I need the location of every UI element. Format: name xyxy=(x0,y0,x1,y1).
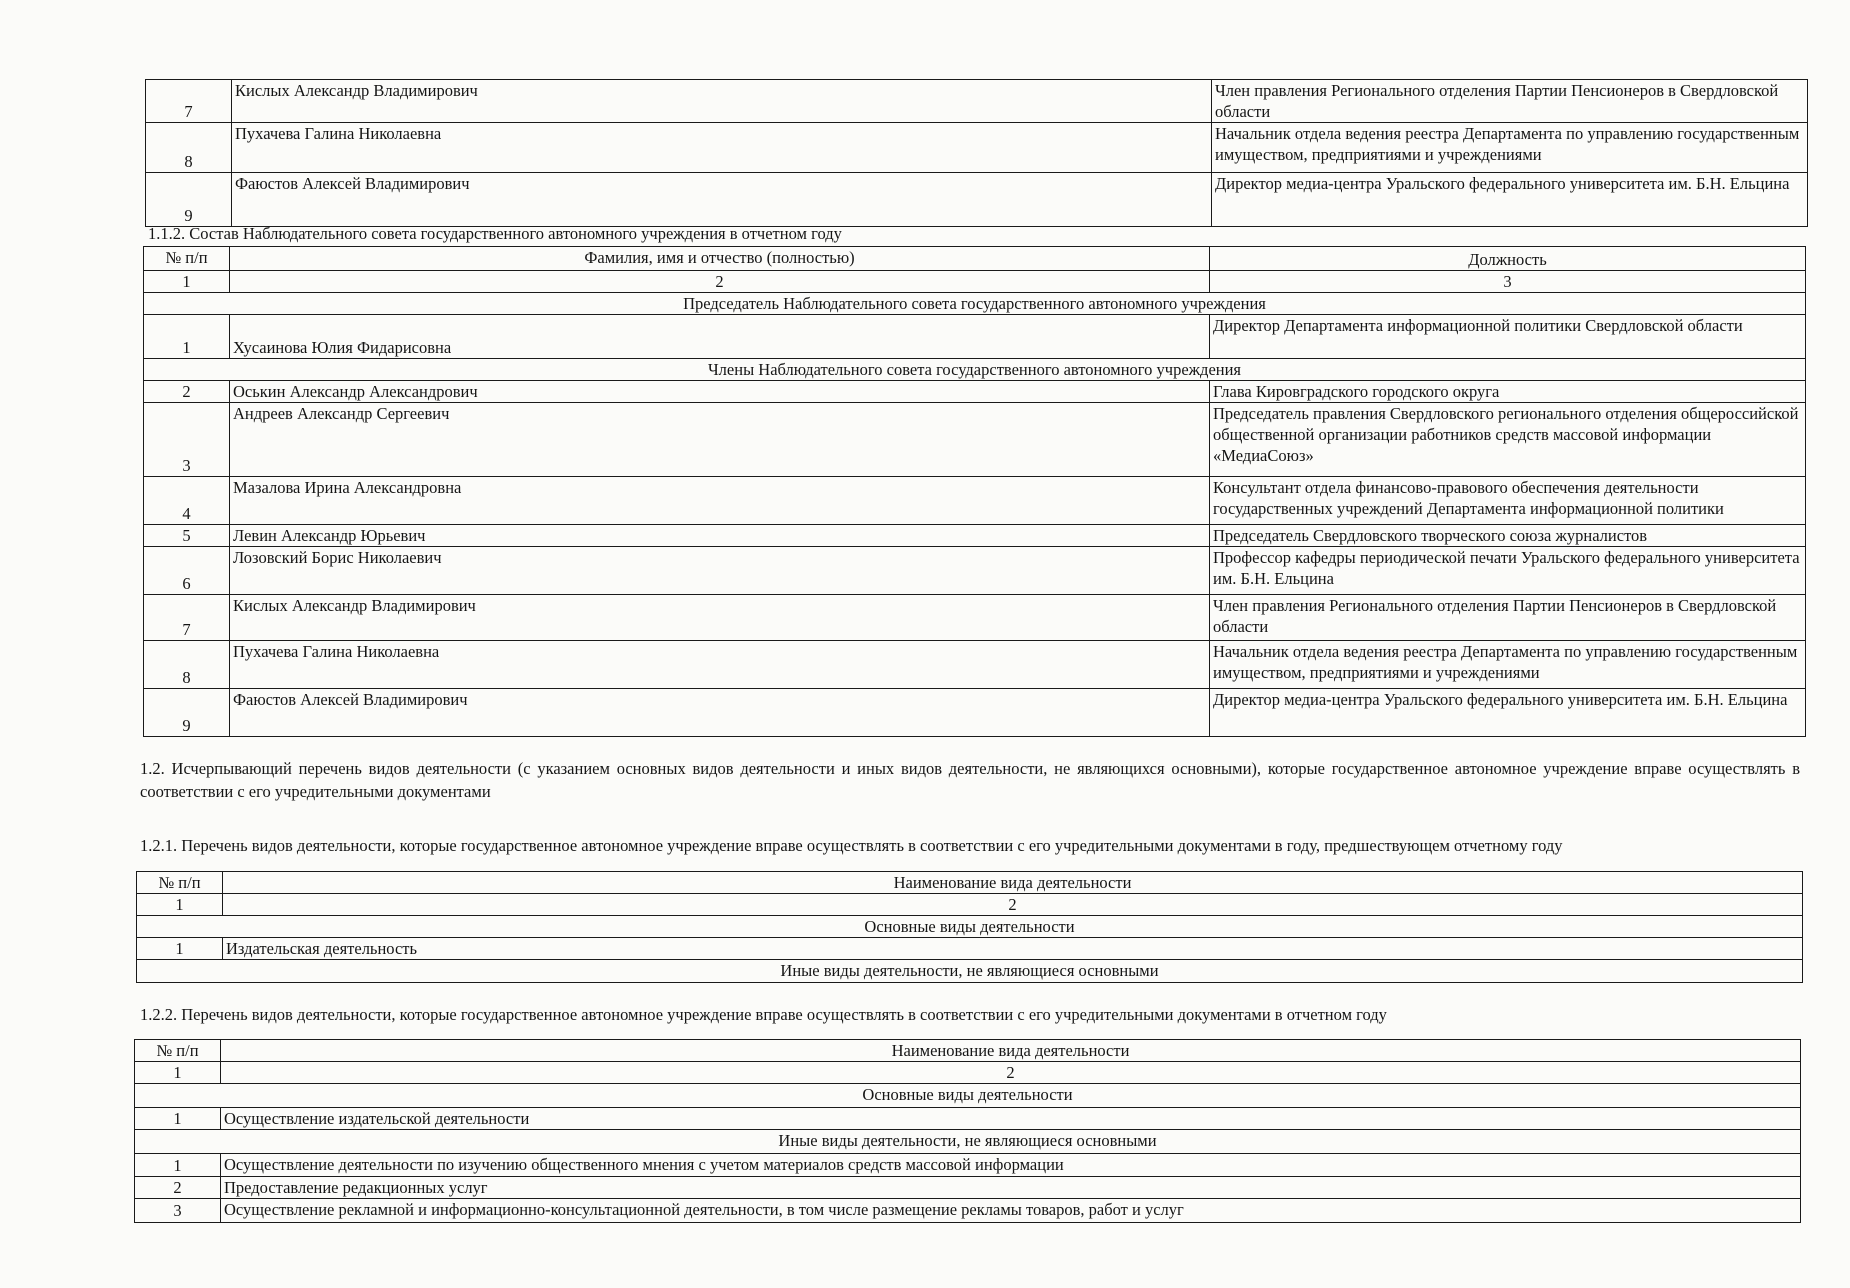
section-121-caption: 1.2.1. Перечень видов деятельности, которые государственное автономное учреждение вправе осуществлять в соответствии с его учредительными документами в году, предшествующем отчетному году xyxy=(140,836,1563,855)
other-activities-heading: Иные виды деятельности, не являющиеся основными xyxy=(137,960,1803,983)
table-row xyxy=(144,403,1806,477)
member-position: Председатель правления Свердловского регионального отделения общероссийской общественной организации работников средств массовой информации «МедиаСоюз» xyxy=(1210,403,1806,477)
member-position: Глава Кировградского городского округа xyxy=(1210,381,1806,403)
member-position: Председатель Свердловского творческого союза журналистов xyxy=(1210,525,1806,547)
table-row xyxy=(144,381,1806,403)
index-cell: 1 xyxy=(144,271,230,293)
group-heading-row xyxy=(144,293,1806,315)
row-number: 9 xyxy=(144,689,230,737)
main-activities-heading: Основные виды деятельности xyxy=(137,916,1803,938)
index-row xyxy=(135,1062,1801,1084)
member-name: Андреев Александр Сергеевич xyxy=(230,403,1210,477)
row-number: 4 xyxy=(144,477,230,525)
member-position: Профессор кафедры периодической печати Уральского федерального университета им. Б.Н. Ельцина xyxy=(1210,547,1806,595)
member-name: Фаюстов Алексей Владимирович xyxy=(232,173,1212,227)
row-number: 2 xyxy=(135,1177,221,1199)
group-heading-row xyxy=(135,1084,1801,1108)
row-number: 8 xyxy=(146,123,232,173)
group-heading-row xyxy=(137,960,1803,983)
index-cell: 2 xyxy=(221,1062,1801,1084)
row-number: 1 xyxy=(144,315,230,359)
table-row xyxy=(135,1154,1801,1177)
row-number: 1 xyxy=(135,1108,221,1130)
main-activities-heading: Основные виды деятельности xyxy=(135,1084,1801,1108)
activities-current-year-table xyxy=(134,1039,1801,1223)
row-number: 1 xyxy=(137,938,223,960)
index-cell: 2 xyxy=(230,271,1210,293)
section-12-text: 1.2. Исчерпывающий перечень видов деятельности (с указанием основных видов деятельности и иных видов деятельности, не являющихся основными), которые государственное автономное учреждение вправе осуществлять в соответствии с его учредительными документами xyxy=(140,759,1800,801)
row-number: 7 xyxy=(146,80,232,123)
table-row xyxy=(146,80,1808,123)
member-name: Кислых Александр Владимирович xyxy=(230,595,1210,641)
continued-council-table xyxy=(145,79,1808,227)
index-cell: 2 xyxy=(223,894,1803,916)
row-number: 2 xyxy=(144,381,230,403)
table-row xyxy=(135,1108,1801,1130)
chair-heading: Председатель Наблюдательного совета государственного автономного учреждения xyxy=(144,293,1806,315)
col-header-num: № п/п xyxy=(135,1040,221,1062)
group-heading-row xyxy=(137,916,1803,938)
other-activities-heading: Иные виды деятельности, не являющиеся основными xyxy=(135,1130,1801,1154)
row-number: 3 xyxy=(135,1199,221,1223)
member-name: Кислых Александр Владимирович xyxy=(232,80,1212,123)
group-heading-row xyxy=(144,359,1806,381)
activity-name: Осуществление деятельности по изучению общественного мнения с учетом материалов средств массовой информации xyxy=(221,1154,1801,1177)
index-cell: 1 xyxy=(135,1062,221,1084)
table-row xyxy=(135,1199,1801,1223)
member-name: Лозовский Борис Николаевич xyxy=(230,547,1210,595)
header-row xyxy=(144,247,1806,271)
col-header-name: Наименование вида деятельности xyxy=(221,1040,1801,1062)
header-row xyxy=(135,1040,1801,1062)
index-cell: 3 xyxy=(1210,271,1806,293)
member-position: Начальник отдела ведения реестра Департамента по управлению государственным имуществом, предприятиями и учреждениями xyxy=(1212,123,1808,173)
index-cell: 1 xyxy=(137,894,223,916)
member-name: Левин Александр Юрьевич xyxy=(230,525,1210,547)
table-row xyxy=(137,938,1803,960)
col-header-num: № п/п xyxy=(144,247,230,271)
row-number: 8 xyxy=(144,641,230,689)
table-row xyxy=(144,689,1806,737)
supervisory-council-table xyxy=(143,246,1806,737)
index-row xyxy=(137,894,1803,916)
activity-name: Осуществление рекламной и информационно-консультационной деятельности, в том числе размещение рекламы товаров, работ и услуг xyxy=(221,1199,1801,1223)
member-position: Начальник отдела ведения реестра Департамента по управлению государственным имуществом, предприятиями и учреждениями xyxy=(1210,641,1806,689)
row-number: 7 xyxy=(144,595,230,641)
table-row xyxy=(144,595,1806,641)
table-row xyxy=(144,477,1806,525)
member-name: Пухачева Галина Николаевна xyxy=(230,641,1210,689)
col-header-name: Наименование вида деятельности xyxy=(223,872,1803,894)
member-name: Оськин Александр Александрович xyxy=(230,381,1210,403)
member-name: Пухачева Галина Николаевна xyxy=(232,123,1212,173)
row-number: 3 xyxy=(144,403,230,477)
member-position: Член правления Регионального отделения Партии Пенсионеров в Свердловской области xyxy=(1212,80,1808,123)
member-name: Мазалова Ирина Александровна xyxy=(230,477,1210,525)
group-heading-row xyxy=(135,1130,1801,1154)
index-row xyxy=(144,271,1806,293)
header-row xyxy=(137,872,1803,894)
members-heading: Члены Наблюдательного совета государственного автономного учреждения xyxy=(144,359,1806,381)
col-header-num: № п/п xyxy=(137,872,223,894)
col-header-name: Фамилия, имя и отчество (полностью) xyxy=(230,247,1210,271)
row-number: 1 xyxy=(135,1154,221,1177)
activities-prev-year-table xyxy=(136,871,1803,983)
member-name: Фаюстов Алексей Владимирович xyxy=(230,689,1210,737)
section-122-caption: 1.2.2. Перечень видов деятельности, которые государственное автономное учреждение вправе осуществлять в соответствии с его учредительными документами в отчетном году xyxy=(140,1005,1387,1024)
member-position: Член правления Регионального отделения Партии Пенсионеров в Свердловской области xyxy=(1210,595,1806,641)
row-number: 5 xyxy=(144,525,230,547)
table-row xyxy=(135,1177,1801,1199)
col-header-position: Должность xyxy=(1210,247,1806,271)
activity-name: Издательская деятельность xyxy=(223,938,1803,960)
table-row xyxy=(144,641,1806,689)
member-position: Директор медиа-центра Уральского федерального университета им. Б.Н. Ельцина xyxy=(1210,689,1806,737)
table-row xyxy=(146,173,1808,227)
member-position: Директор Департамента информационной политики Свердловской области xyxy=(1210,315,1806,359)
section-112-caption: 1.1.2. Состав Наблюдательного совета государственного автономного учреждения в отчетном году xyxy=(148,224,842,243)
member-position: Директор медиа-центра Уральского федерального университета им. Б.Н. Ельцина xyxy=(1212,173,1808,227)
member-position: Консультант отдела финансово-правового обеспечения деятельности государственных учреждений Департамента информационной политики xyxy=(1210,477,1806,525)
row-number: 6 xyxy=(144,547,230,595)
member-name: Хусаинова Юлия Фидарисовна xyxy=(230,315,1210,359)
row-number: 9 xyxy=(146,173,232,227)
table-row xyxy=(144,315,1806,359)
table-row xyxy=(144,547,1806,595)
activity-name: Осуществление издательской деятельности xyxy=(221,1108,1801,1130)
table-row xyxy=(144,525,1806,547)
activity-name: Предоставление редакционных услуг xyxy=(221,1177,1801,1199)
table-row xyxy=(146,123,1808,173)
